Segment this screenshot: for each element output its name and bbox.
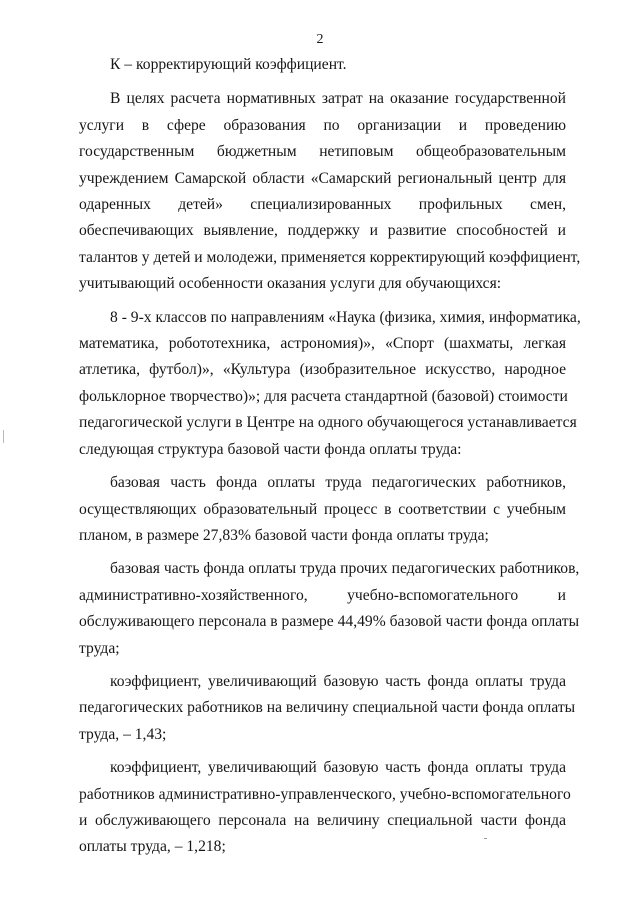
text-line: талантов у детей и молодежи, применяется корректирующий коэффициент,: [79, 248, 581, 266]
text-line: фольклорное творчество)»; для расчета стандартной (базовой) стоимости: [79, 387, 568, 405]
text-line: планом, в размере 27,83% базовой части фонда оплаты труда;: [79, 526, 489, 544]
text-line: педагогических работников на величину специальной части фонда оплаты: [79, 699, 576, 717]
text-line: и обслуживающего персонала на величину специальной части фонда: [79, 811, 566, 829]
text-line: государственным бюджетным нетиповым общеобразовательным: [79, 143, 566, 161]
text-line: оплаты труда, – 1,218;: [79, 838, 226, 856]
paragraph-other-staff-share: [79, 556, 580, 662]
paragraph-grades-structure: [79, 305, 581, 463]
text-line: следующая структура базовой части фонда оплаты труда:: [79, 440, 462, 458]
paragraph-coefficient-definition: [79, 52, 566, 78]
paragraph-admin-coefficient: [79, 755, 571, 861]
paragraph-teacher-share: [79, 470, 566, 549]
text-line: работников административно-управленческого, учебно-вспомогательного: [79, 785, 571, 803]
paragraph-teacher-coefficient: [79, 669, 576, 748]
text-line: коэффициент, увеличивающий базовую часть фонда оплаты труда: [110, 759, 566, 777]
text-line: К – корректирующий коэффициент.: [110, 56, 347, 73]
text-line: административно-хозяйственного, учебно-вспомогательного и: [79, 586, 566, 604]
scan-margin-mark: [3, 430, 4, 443]
text-line: осуществляющих образовательный процесс в соответствии с учебным: [79, 500, 566, 518]
document-body: [79, 52, 581, 861]
text-line: атлетика, футбол)», «Культура (изобразительное искусство, народное: [79, 361, 566, 379]
page-number: 2: [316, 32, 324, 47]
text-line: одаренных детей» специализированных профильных смен,: [79, 196, 566, 214]
text-line: математика, робототехника, астрономия)», «Спорт (шахматы, легкая: [79, 335, 566, 353]
text-line: базовая часть фонда оплаты труда педагогических работников,: [110, 474, 566, 492]
text-line: коэффициент, увеличивающий базовую часть фонда оплаты труда: [110, 672, 566, 690]
text-line: услуги в сфере образования по организации и проведению: [79, 116, 566, 134]
text-line: обеспечивающих выявление, поддержку и развитие способностей и: [79, 222, 566, 240]
text-line: учитывающий особенности оказания услуги для обучающихся:: [79, 275, 502, 293]
paragraph-purpose: [79, 86, 581, 297]
text-line: педагогической услуги в Центре на одного обучающегося устанавливается: [79, 414, 577, 432]
text-line: обслуживающего персонала в размере 44,49% базовой части фонда оплаты: [79, 613, 580, 631]
scan-speck: [484, 838, 487, 839]
text-line: В целях расчета нормативных затрат на оказание государственной: [110, 90, 566, 108]
text-line: базовая часть фонда оплаты труда прочих педагогических работников,: [110, 560, 580, 578]
text-line: учреждением Самарской области «Самарский региональный центр для: [79, 169, 566, 187]
text-line: труда, – 1,43;: [79, 725, 167, 743]
text-line: 8 - 9-х классов по направлениям «Наука (физика, химия, информатика,: [110, 308, 581, 326]
text-line: труда;: [79, 639, 120, 657]
